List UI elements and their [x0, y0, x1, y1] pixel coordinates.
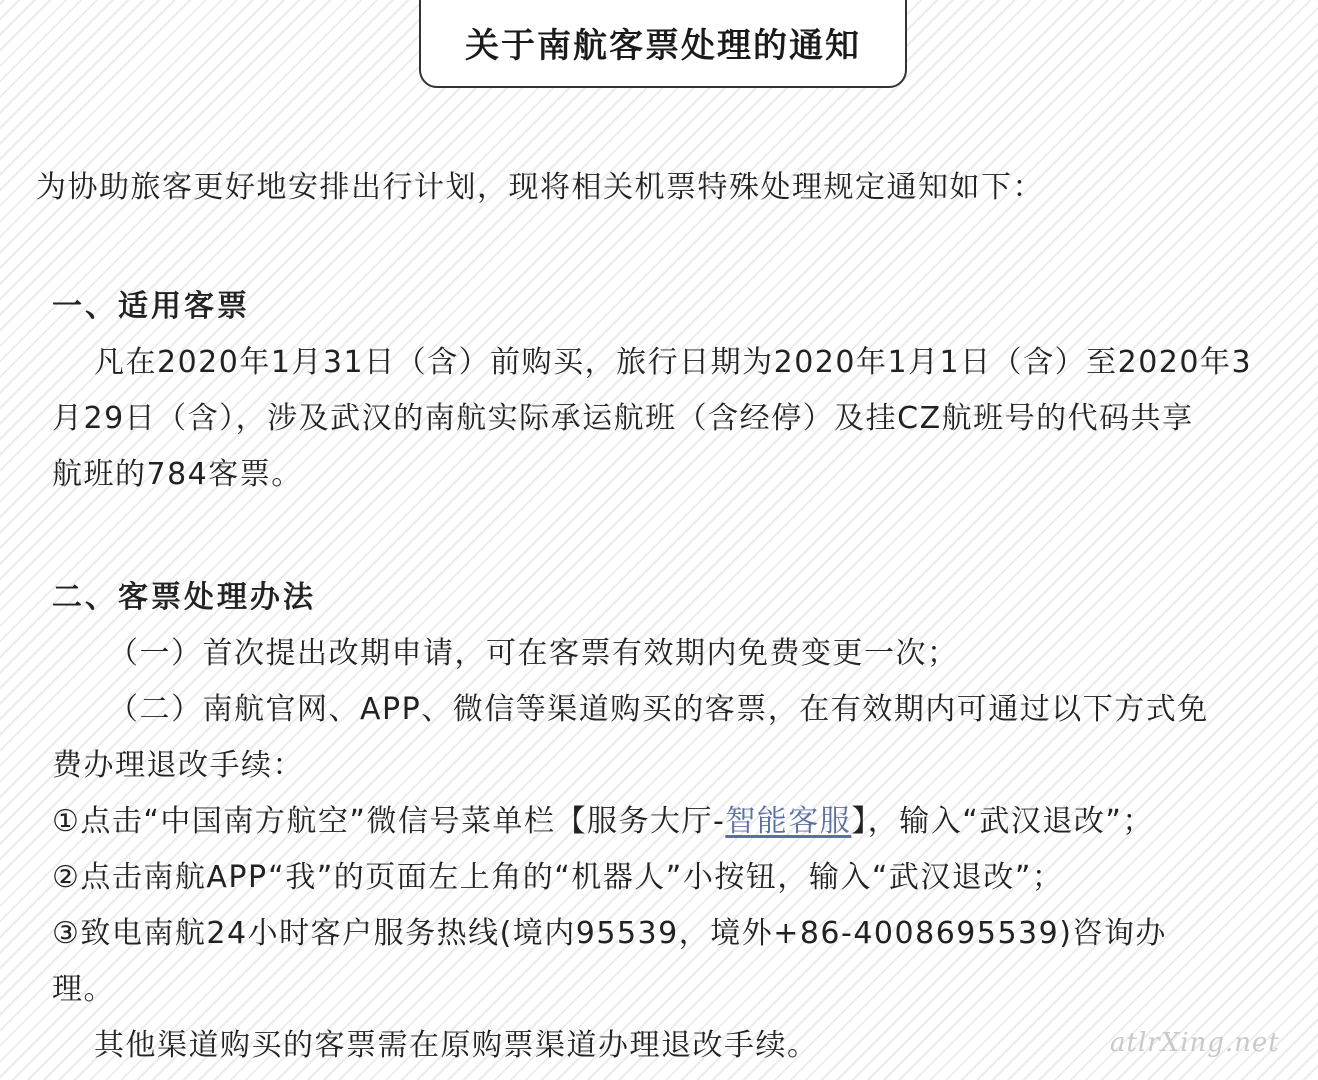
method3-line1: ③致电南航24小时客户服务热线(境内95539，境外+86-4008695539)咨询办	[52, 916, 1167, 951]
method1-suffix: 】，输入“武汉退改”；	[851, 804, 1154, 839]
section2-item1: （一）首次提出改期申请，可在客票有效期内免费变更一次；	[108, 636, 959, 671]
section1-line2: 月29日（含），涉及武汉的南航实际承运航班（含经停）及挂CZ航班号的代码共享	[52, 401, 1194, 436]
method2-line: ②点击南航APP“我”的页面左上角的“机器人”小按钮，输入“武汉退改”；	[52, 860, 1064, 895]
method3-line2: 理。	[52, 972, 115, 1007]
section2-item2-line2: 费办理退改手续：	[52, 748, 304, 783]
section1-line1: 凡在2020年1月31日（含）前购买，旅行日期为2020年1月1日（含）至2020年3	[94, 345, 1253, 380]
notice-title: 关于南航客票处理的通知	[465, 25, 861, 66]
method1-prefix: ①点击“中国南方航空”微信号菜单栏【服务大厅-	[52, 804, 726, 839]
smart-service-link[interactable]: 智能客服	[725, 804, 852, 839]
intro-text: 为协助旅客更好地安排出行计划，现将相关机票特殊处理规定通知如下：	[36, 170, 1044, 205]
section1-heading: 一、适用客票	[52, 289, 250, 324]
site-watermark: atlrXing.net	[1110, 1028, 1280, 1058]
other-channels-text: 其他渠道购买的客票需在原购票渠道办理退改手续。	[94, 1028, 819, 1063]
notice-title-box	[419, 0, 907, 88]
section1-line3: 航班的784客票。	[52, 457, 303, 492]
section2-heading: 二、客票处理办法	[52, 580, 316, 615]
method1-line	[52, 802, 1154, 842]
section2-item2-line1: （二）南航官网、APP、微信等渠道购买的客票，在有效期内可通过以下方式免	[108, 692, 1209, 727]
